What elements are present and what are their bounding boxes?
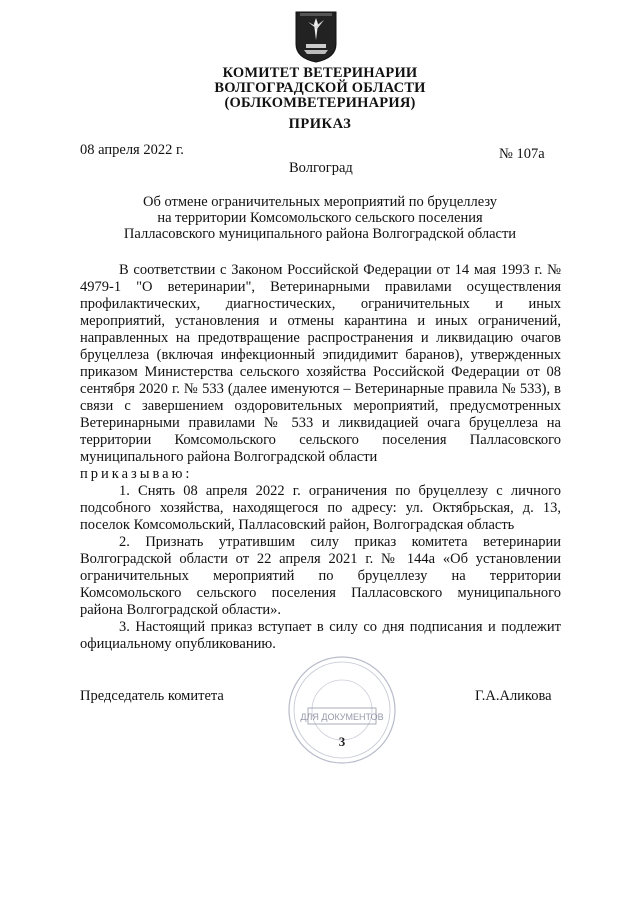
seal-center-text: ДЛЯ ДОКУМЕНТОВ <box>300 712 384 722</box>
signer-name: Г.А.Аликова <box>475 688 552 704</box>
order-word: приказываю: <box>80 466 193 482</box>
city: Волгоград <box>289 160 353 176</box>
org-name-line2: ВОЛГОГРАДСКОЙ ОБЛАСТИ <box>214 80 426 96</box>
doc-type: ПРИКАЗ <box>288 116 352 132</box>
order-number: № 107а <box>499 146 545 162</box>
order-body <box>80 262 561 653</box>
coat-of-arms-icon <box>294 10 338 64</box>
subject-line3: Палласовского муниципального района Волгоградской области <box>123 226 517 242</box>
order-item-3: 3. Настоящий приказ вступает в силу со дня подписания и подлежит официальному опубликованию. <box>80 619 561 652</box>
org-name-line3: (ОБЛКОМВЕТЕРИНАРИЯ) <box>224 95 416 111</box>
order-date: 08 апреля 2022 г. <box>80 142 184 158</box>
official-seal <box>286 654 398 766</box>
order-item-2: 2. Признать утратившим силу приказ комитета ветеринарии Волгоградской области от 22 апреля 2021 г. № 144а «Об установлении ограничительных мероприятий по бруцеллезу на территории Комсомольского сельского поселения Палласовского муниципального района Волгоградской области». <box>80 534 561 618</box>
order-subject <box>80 194 560 242</box>
preamble: В соответствии с Законом Российской Федерации от 14 мая 1993 г. № 4979-1 "О ветеринарии", Ветеринарными правилами осуществления профилактических, диагностических, ограничительных и иных мероприятий, установления и отмены карантина и иных ограничений, направленных на предотвращение распространения и ликвидацию очагов бруцеллеза (включая инфекционный эпидидимит баранов), утвержденных приказом Министерства сельского хозяйства Российской Федерации от 08 сентября 2020 г. № 533 (далее именуются – Ветеринарные правила № 533), в связи с завершением оздоровительных мероприятий, предусмотренных Ветеринарными правилами № 533 и ликвидацией очага бруцеллеза на территории Комсомольского сельского поселения Палласовского муниципального района Волгоградской области <box>80 262 561 465</box>
seal-number: 3 <box>338 734 346 749</box>
order-item-1: 1. Снять 08 апреля 2022 г. ограничения по бруцеллезу с личного подсобного хозяйства, находящегося по адресу: ул. Октябрьская, д. 13, поселок Комсомольский, Палласовский район, Волгоградская область <box>80 483 561 533</box>
subject-line2: на территории Комсомольского сельского поселения <box>157 210 483 226</box>
signer-position: Председатель комитета <box>80 688 224 704</box>
subject-line1: Об отмене ограничительных мероприятий по бруцеллезу <box>142 194 498 210</box>
org-name-line1: КОМИТЕТ ВЕТЕРИНАРИИ <box>222 65 418 81</box>
